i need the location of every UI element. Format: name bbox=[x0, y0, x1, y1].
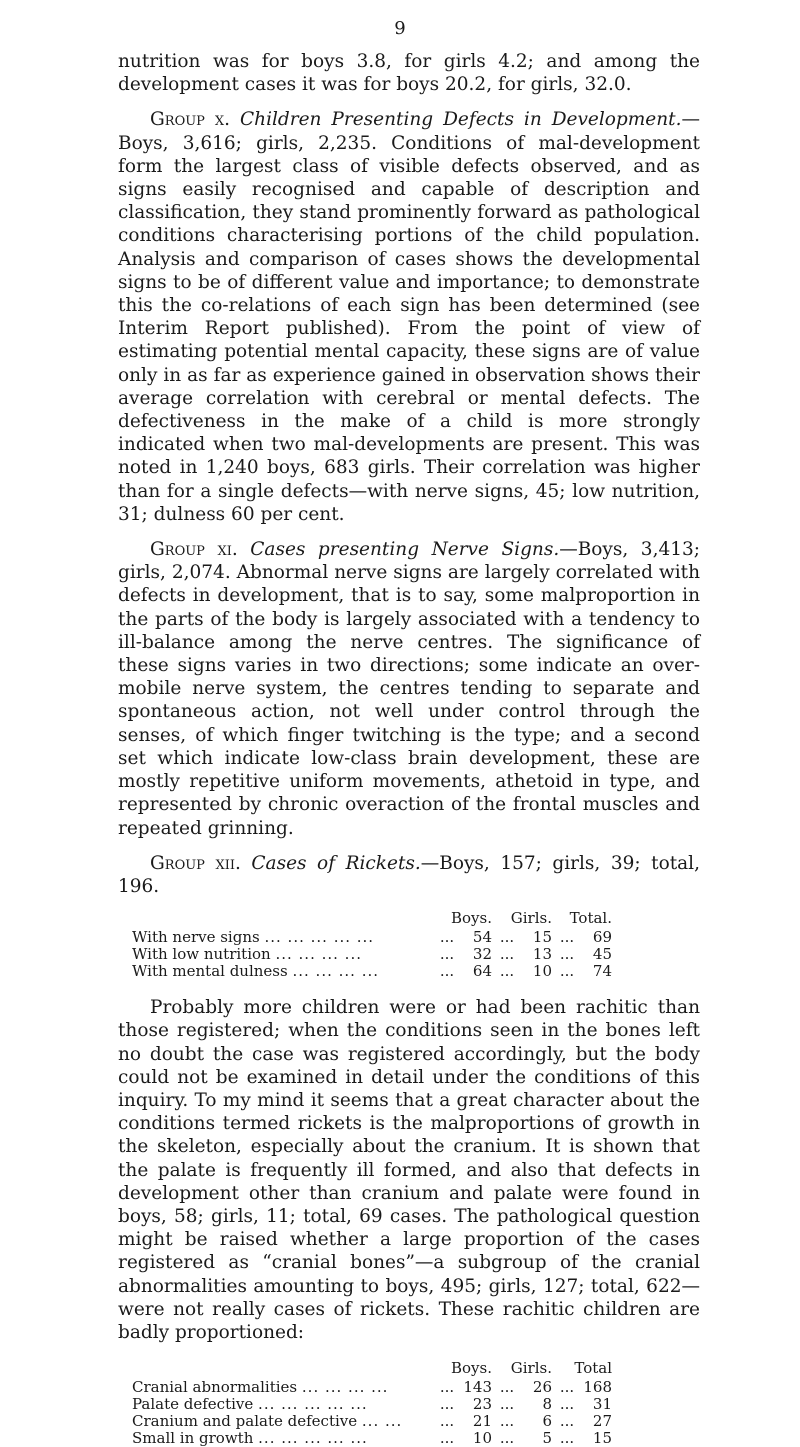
group-xii-heading: Group xii. bbox=[150, 852, 241, 874]
table-row: Cranium and palate defective ... ... ... 21 ... 6 ... 27 bbox=[132, 1412, 612, 1431]
table-header-row bbox=[132, 1360, 612, 1379]
group-xi-body: —Boys, 3,413; girls, 2,074. Abnormal nerve signs are largely correlated with defects in development, that is to say, some malproportion in the parts of the body is largely associated with a tendency to ill-balance among the nerve centres. The significance of these signs varies in two directions; some indicate an over-mobile nerve system, the centres tending to separate and spontaneous action, not well under control through the senses, of which finger twitching is the type; and a second set which indicate low-class brain development, these are mostly repetitive uniform movements, athetoid in type, and represented by chronic overaction of the frontal muscles and repeated grinning. bbox=[118, 539, 700, 839]
row-label: With mental dulness bbox=[132, 962, 288, 981]
row-label: With low nutrition bbox=[132, 945, 271, 964]
table-row: Cranial abnormalities ... ... ... ... ... 143 ... 26 ... 168 bbox=[132, 1378, 612, 1397]
paragraph-group-xii bbox=[118, 852, 700, 898]
header-boys: Boys. bbox=[451, 1359, 492, 1378]
cell-boys: 143 bbox=[463, 1378, 492, 1397]
cell-total: 15 bbox=[592, 1429, 612, 1447]
cell-girls: 13 bbox=[532, 945, 552, 964]
cell-boys: 23 bbox=[472, 1395, 492, 1414]
row-leader: ... ... bbox=[361, 1412, 403, 1431]
row-label: Cranial abnormalities bbox=[132, 1378, 298, 1397]
page-content bbox=[118, 50, 700, 1447]
table-row: With low nutrition ... ... ... ... ... 32 ... 13 ... 45 bbox=[132, 945, 612, 964]
rickets-correlation-table bbox=[132, 910, 612, 980]
group-xi-heading: Group xi. bbox=[150, 539, 238, 561]
table-row: With nerve signs ... ... ... ... ... ... 54 ... 15 ... 69 bbox=[132, 928, 612, 947]
row-label: Palate defective bbox=[132, 1395, 254, 1414]
group-xi-title: Cases presenting Nerve Signs. bbox=[250, 539, 560, 561]
paragraph-rickets-discussion: Probably more children were or had been rachitic than those registered; when the conditions seen in the bones left no doubt the case was registered accordingly, but the body could not be examined in detail under the conditions of this inquiry. To my mind it seems that a great character about the conditions termed rickets is the malproportions of growth in the skeleton, especially about the cranium. It is shown that the palate is frequently ill formed, and also that defects in development other than cranium and palate were found in boys, 58; girls, 11; total, 69 cases. The pathological question might be raised whether a large proportion of the cases registered as “cranial bones”—a subgroup of the cranial abnormalities amounting to boys, 495; girls, 127; total, 622—were not really cases of rickets. These rachitic children are badly proportioned: bbox=[118, 997, 700, 1343]
row-label: With nerve signs bbox=[132, 928, 260, 947]
header-girls: Girls. bbox=[510, 1359, 552, 1378]
header-girls: Girls. bbox=[510, 909, 552, 928]
group-xii-title: Cases of Rickets. bbox=[251, 852, 421, 874]
paragraph-group-xi bbox=[118, 538, 700, 840]
row-leader: ... ... ... ... bbox=[301, 1378, 389, 1397]
header-total: Total bbox=[574, 1359, 612, 1378]
paragraph-group-x bbox=[118, 108, 700, 526]
row-leader: ... ... ... ... ... bbox=[258, 1429, 368, 1447]
cell-girls: 10 bbox=[532, 962, 552, 981]
header-total: Total. bbox=[569, 909, 612, 928]
table-row: With mental dulness ... ... ... ... ... 64 ... 10 ... 74 bbox=[132, 962, 612, 981]
cell-total: 31 bbox=[592, 1395, 612, 1414]
group-xii-body: —Boys, 157; girls, 39; total, 196. bbox=[118, 852, 700, 897]
row-leader: ... ... ... ... ... bbox=[264, 928, 375, 947]
group-x-body: —Boys, 3,616; girls, 2,235. Conditions of mal-development form the largest class of visible defects observed, and as signs easily recognised and capable of description and classification, they stand prominently forward as pathological conditions characterising portions of the child population. Analysis and comparison of cases shows the developmental signs to be of different value and importance; to demonstrate this the co-relations of each sign has been determined (see Interim Report published). From the point of view of estimating potential mental capacity, these signs are of value only in as far as experience gained in observation shows their average correlation with cerebral or mental defects. The defectiveness in the make of a child is more strongly indicated when two mal-developments are present. This was noted in 1,240 boys, 683 girls. Their correlation was higher than for a single defects—with nerve signs, 45; low nutrition, 31; dulness 60 per cent. bbox=[118, 109, 700, 525]
cell-boys: 32 bbox=[472, 945, 492, 964]
table-row: Palate defective ... ... ... ... ... ... 23 ... 8 ... 31 bbox=[132, 1395, 612, 1414]
cell-girls: 15 bbox=[532, 928, 552, 947]
cell-girls: 8 bbox=[542, 1395, 552, 1414]
row-leader: ... ... ... ... bbox=[292, 962, 380, 981]
cell-girls: 6 bbox=[542, 1412, 552, 1431]
group-x-heading: Group x. bbox=[150, 109, 231, 131]
group-x-title: Children Presenting Defects in Development. bbox=[240, 109, 682, 131]
cell-boys: 10 bbox=[472, 1429, 492, 1447]
row-label: Cranium and palate defective bbox=[132, 1412, 358, 1431]
table-header-row bbox=[132, 910, 612, 929]
row-leader: ... ... ... ... bbox=[275, 945, 362, 964]
cell-boys: 64 bbox=[472, 962, 492, 981]
row-label: Small in growth bbox=[132, 1429, 254, 1447]
cell-total: 45 bbox=[592, 945, 612, 964]
cell-boys: 54 bbox=[472, 928, 492, 947]
table-row: Small in growth ... ... ... ... ... ... 10 ... 5 ... 15 bbox=[132, 1429, 612, 1447]
cell-total: 74 bbox=[592, 962, 612, 981]
cell-total: 69 bbox=[592, 928, 612, 947]
cell-boys: 21 bbox=[472, 1412, 492, 1431]
paragraph-nutrition: nutrition was for boys 3.8, for girls 4.2; and among the development cases it was for boys 20.2, for girls, 32.0. bbox=[118, 51, 700, 96]
header-boys: Boys. bbox=[451, 909, 492, 928]
rachitic-proportions-table bbox=[132, 1360, 612, 1447]
cell-total: 27 bbox=[592, 1412, 612, 1431]
cell-girls: 26 bbox=[532, 1378, 552, 1397]
cell-girls: 5 bbox=[542, 1429, 552, 1447]
cell-total: 168 bbox=[583, 1378, 612, 1397]
row-leader: ... ... ... ... ... bbox=[258, 1395, 368, 1414]
page-number: 9 bbox=[394, 18, 406, 39]
